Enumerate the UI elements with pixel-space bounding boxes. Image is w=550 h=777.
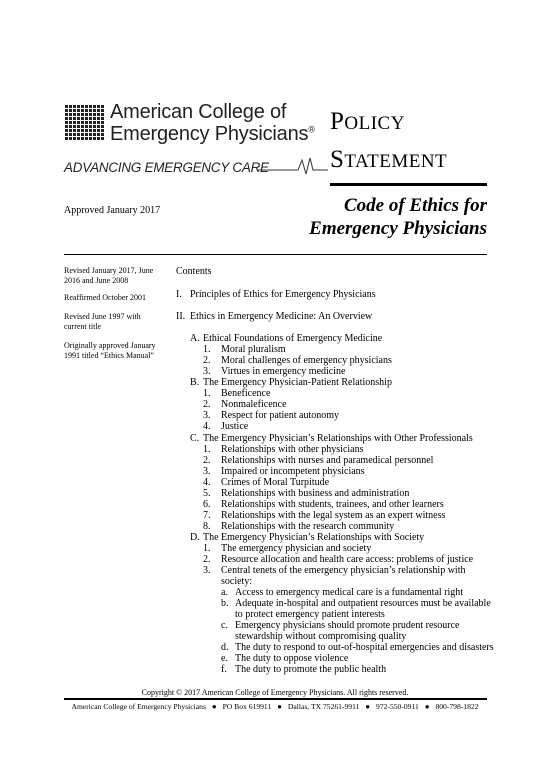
toc-section: B. The Emergency Physician-Patient Relationship [190, 377, 392, 388]
toc-subitem: 3. Central tenets of the emergency physician’s relationship with [203, 565, 466, 576]
toc-letter-item: a. Access to emergency medical care is a fundamental right [221, 587, 464, 598]
toc-subitem: 1. Beneficence [203, 388, 271, 399]
footer-rule [64, 698, 487, 700]
toc-section: A. Ethical Foundations of Emergency Medicine [190, 333, 383, 344]
toc-subitem: 1. Moral pluralism [203, 344, 286, 355]
logo-org-line1: American College of [110, 101, 287, 123]
header-rule [330, 183, 487, 186]
toc-subitem: 2. Relationships with nurses and paramedical personnel [203, 455, 434, 466]
bullet-icon: ● [277, 702, 282, 711]
toc-letter-item: d. The duty to respond to out-of-hospital emergencies and disasters [221, 642, 494, 653]
acep-logo [64, 101, 324, 184]
toc-subitem: 4. Justice [203, 421, 249, 432]
contents-heading: Contents [176, 266, 212, 277]
toc-letter-cont: to protect emergency patient interests [235, 609, 385, 620]
footer-po-box: PO Box 619911 [222, 702, 272, 711]
toc-letter-item: f. The duty to promote the public health [221, 664, 387, 675]
toc-subitem: 1. Relationships with other physicians [203, 444, 364, 455]
toc-subitem: 2. Moral challenges of emergency physicians [203, 355, 392, 366]
toc-subitem: 8. Relationships with the research community [203, 521, 395, 532]
toc-subitem-cont: society: [221, 576, 253, 587]
policy-word: POLICY [330, 108, 405, 135]
document-title: Code of Ethics for Emergency Physicians [309, 195, 487, 239]
footer-phone-tollfree: 800-798-1822 [435, 702, 479, 711]
statement-word: STATEMENT [330, 146, 448, 173]
registered-mark: ® [308, 124, 315, 135]
toc-subitem: 7. Relationships with the legal system as an expert witness [203, 510, 446, 521]
history-revised-1997: Revised June 1997 with current title [64, 312, 141, 331]
toc-item: II. Ethics in Emergency Medicine: An Overview [176, 311, 373, 322]
toc-letter-item: e. The duty to oppose violence [221, 653, 349, 664]
toc-subitem: 4. Crimes of Moral Turpitude [203, 477, 330, 488]
toc-letter-item: b. Adequate in-hospital and outpatient resources must be available [221, 598, 491, 609]
toc-letter-cont: stewardship without compromising quality [235, 631, 407, 642]
toc-subitem: 3. Respect for patient autonomy [203, 410, 340, 421]
toc-subitem: 3. Virtues in emergency medicine [203, 366, 346, 377]
footer-org: American College of Emergency Physicians [71, 702, 206, 711]
bullet-icon: ● [424, 702, 430, 711]
toc-subitem: 3. Impaired or incompetent physicians [203, 466, 365, 477]
toc-section: C. The Emergency Physician’s Relationships with Other Professionals [190, 433, 473, 444]
toc-subitem: 2. Resource allocation and health care access: problems of justice [203, 554, 474, 565]
footer-contact [0, 702, 550, 711]
logo-org-line2: Emergency Physicians® [110, 123, 315, 145]
toc-section: D. The Emergency Physician’s Relationships with Society [190, 532, 425, 543]
history-original: Originally approved January 1991 titled “Ethics Manual” [64, 341, 156, 360]
bullet-icon: ● [365, 702, 371, 711]
copyright-notice: Copyright © 2017 American College of Emergency Physicians. All rights reserved. [141, 688, 409, 697]
logo-tagline: ADVANCING EMERGENCY CARE [64, 160, 269, 175]
approved-date: Approved January 2017 [64, 205, 161, 216]
policy-statement-heading [330, 104, 447, 180]
footer-phone: 972-550-0911 [376, 702, 419, 711]
logo-grid-mark [64, 104, 104, 141]
toc-subitem: 2. Nonmaleficence [203, 399, 287, 410]
toc-letter-item: c. Emergency physicians should promote prudent resource [221, 620, 460, 631]
toc-item: I. Principles of Ethics for Emergency Physicians [176, 289, 376, 300]
title-rule [64, 254, 487, 255]
toc-subitem: 6. Relationships with students, trainees, and other learners [203, 499, 444, 510]
toc-subitem: 5. Relationships with business and administration [203, 488, 410, 499]
history-revised: Revised January 2017, June 2016 and June 2008 [64, 266, 154, 285]
toc-subitem: 1. The emergency physician and society [203, 543, 372, 554]
heartbeat-line-icon [258, 154, 328, 174]
bullet-icon: ● [211, 702, 217, 711]
footer-city: Dallas, TX 75261-9911 [287, 702, 360, 711]
history-reaffirmed: Reaffirmed October 2001 [64, 293, 147, 302]
